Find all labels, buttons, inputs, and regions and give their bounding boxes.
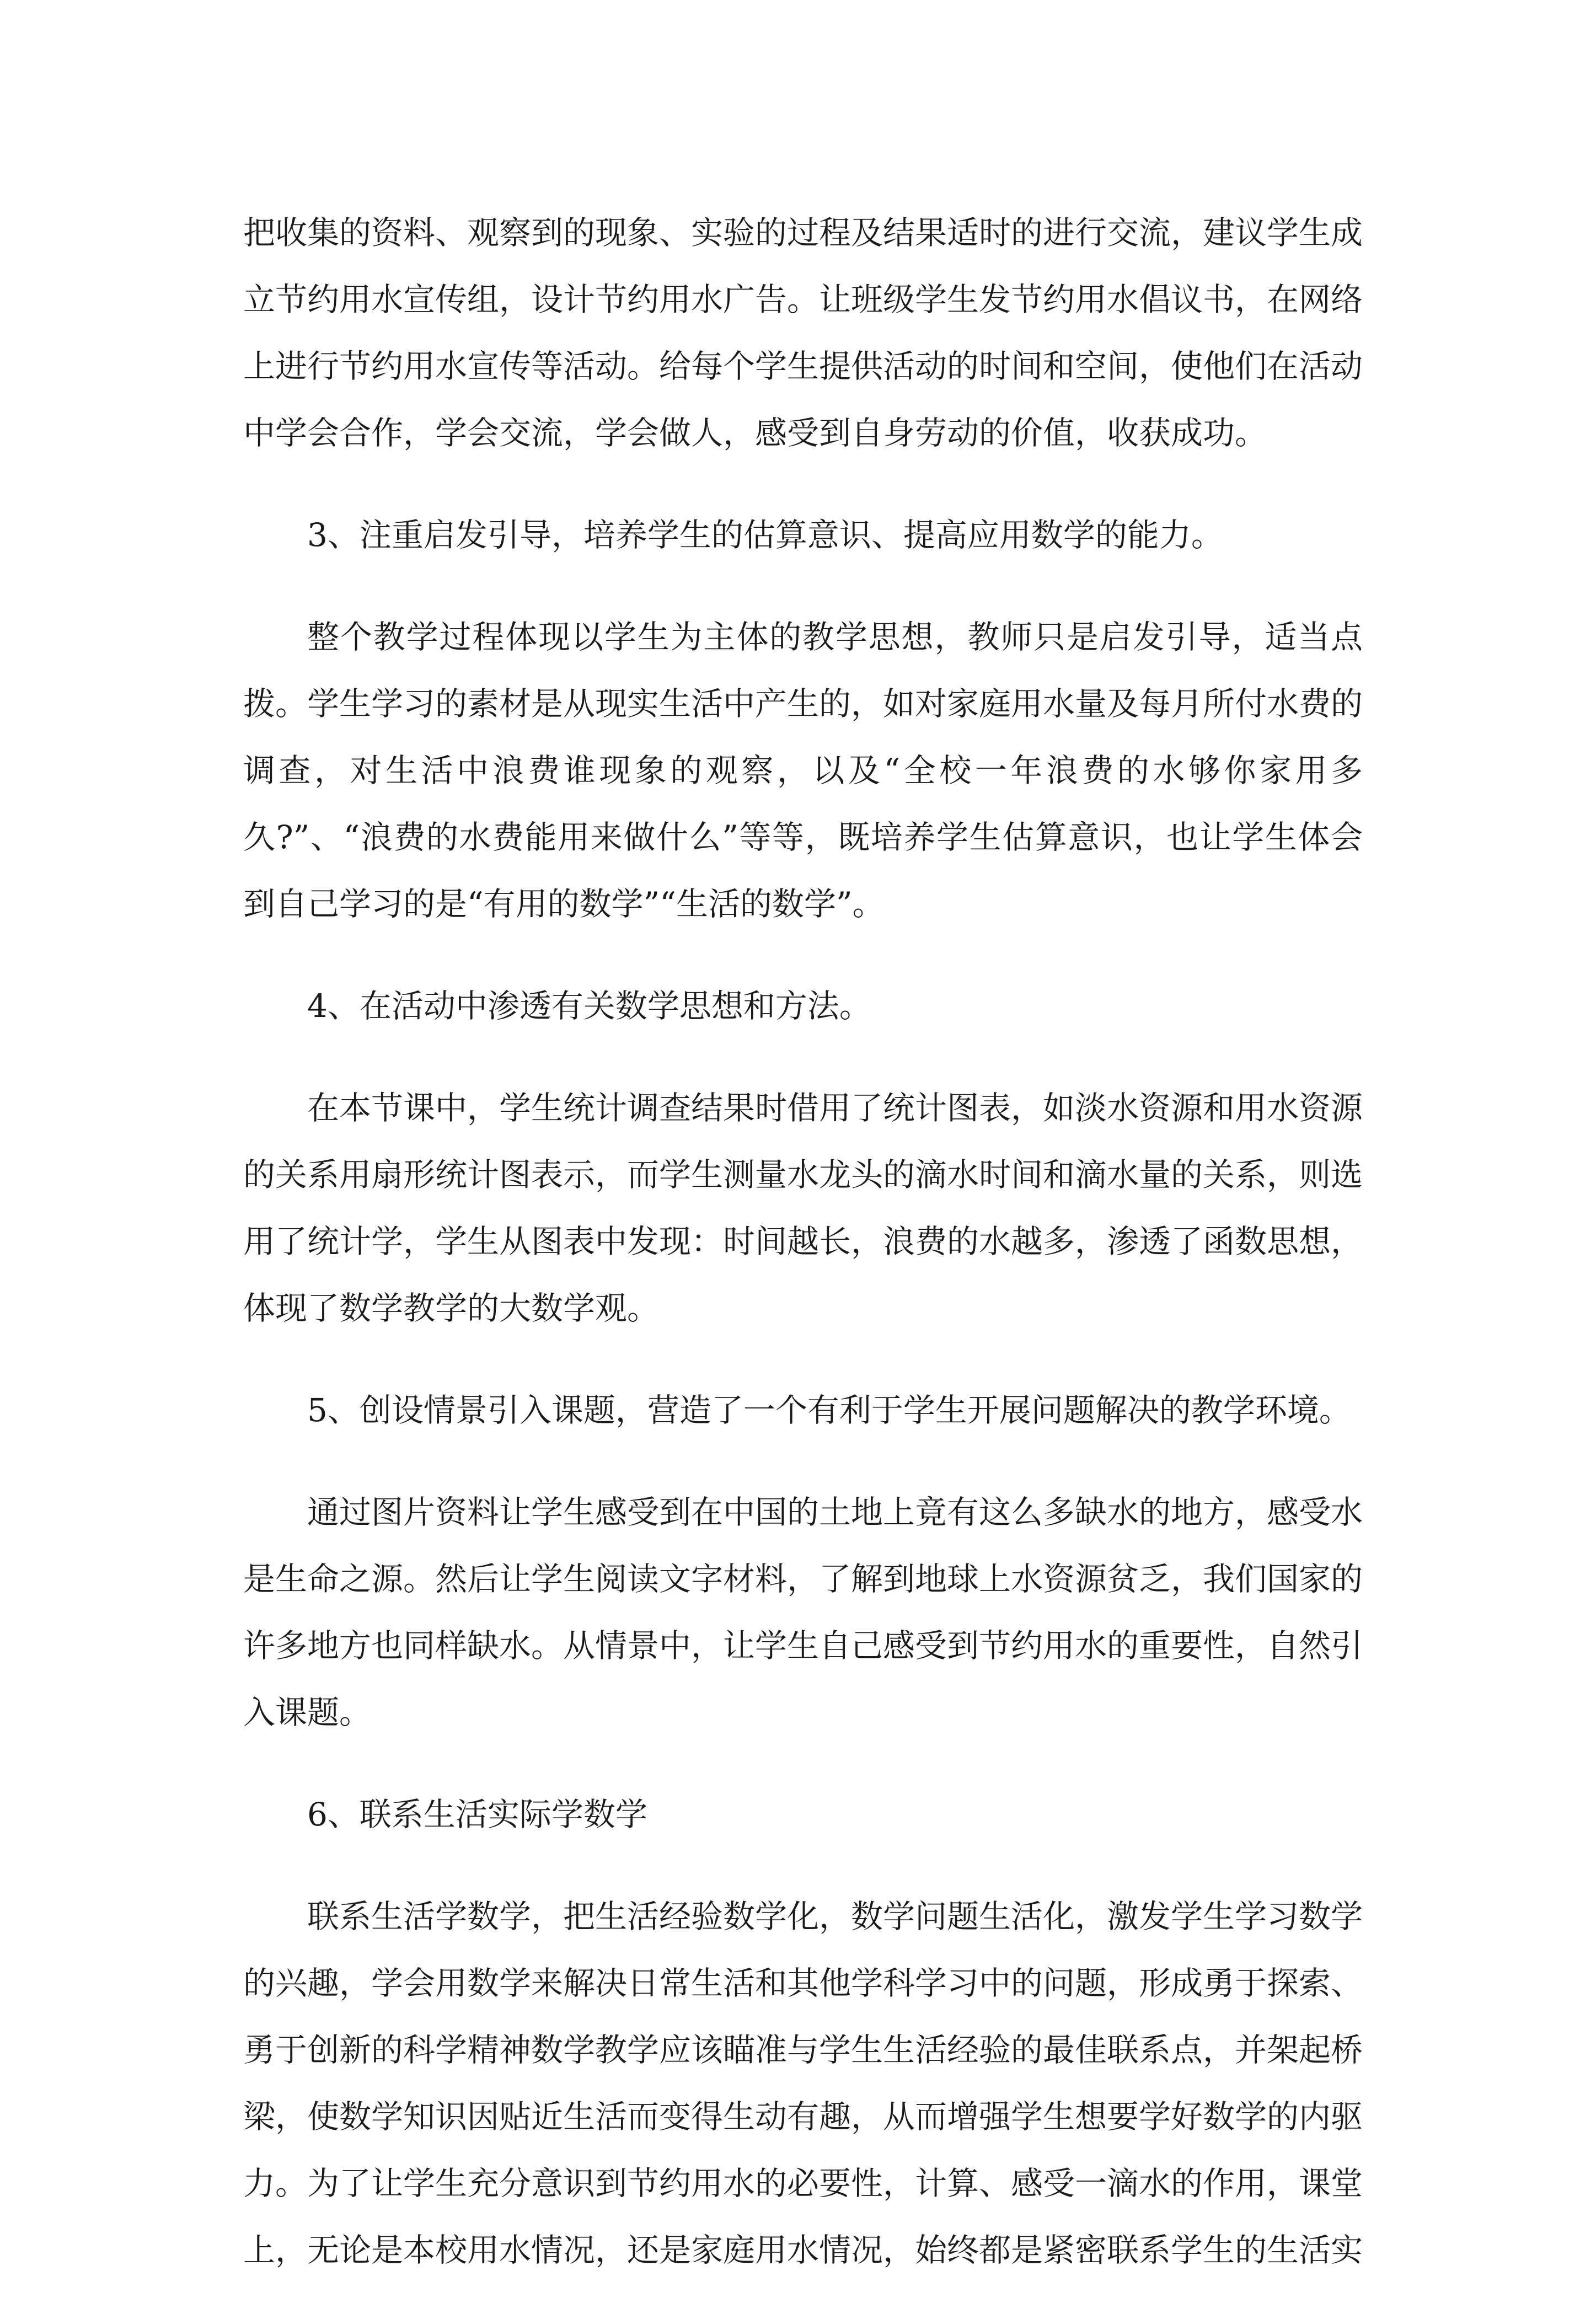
paragraph-section-3: 整个教学过程体现以学生为主体的教学思想，教师只是启发引导，适当点拨。学生学习的素材是从现实生活中产生的，如对家庭用水量及每月所付水费的调查，对生活中浪费谁现象的观察，以及“全校一年浪费的水够你家用多久?”、“浪费的水费能用来做什么”等等，既培养学生估算意识，也让学生体会到自己学习的是“有用的数学”“生活的数学”。 (243, 618, 1363, 923)
section-heading-6: 6、联系生活实际学数学 (307, 1796, 647, 1833)
section-heading-5: 5、创设情景引入课题，营造了一个有利于学生开展问题解决的教学环境。 (307, 1391, 1351, 1429)
paragraph-section-6: 联系生活学数学，把生活经验数学化，数学问题生活化，激发学生学习数学的兴趣，学会用数学来解决日常生活和其他学科学习中的问题，形成勇于探索、勇于创新的科学精神数学教学应该瞄准与学生生活经验的最佳联系点，并架起桥梁，使数学知识因贴近生活而变得生动有趣，从而增强学生想要学好数学的内驱力。为了让学生充分意识到节约用水的必要性，计算、感受一滴水的作用，课堂上，无论是本校用水情况，还是家庭用水情况，始终都是紧密联系学生的生活实 (243, 1898, 1363, 2269)
paragraph-intro: 把收集的资料、观察到的现象、实验的过程及结果适时的进行交流，建议学生成立节约用水宣传组，设计节约用水广告。让班级学生发节约用水倡议书，在网络上进行节约用水宣传等活动。给每个学生提供活动的时间和空间，使他们在活动中学会合作，学会交流，学会做人，感受到自身劳动的价值，收获成功。 (243, 214, 1363, 452)
section-heading-4: 4、在活动中渗透有关数学思想和方法。 (307, 987, 871, 1025)
document-body (243, 200, 1363, 2319)
paragraph-section-4: 在本节课中，学生统计调查结果时借用了统计图表，如淡水资源和用水资源的关系用扇形统计图表示，而学生测量水龙头的滴水时间和滴水量的关系，则选用了统计学，学生从图表中发现：时间越长，浪费的水越多，渗透了函数思想，体现了数学教学的大数学观。 (243, 1089, 1363, 1327)
paragraph-section-5: 通过图片资料让学生感受到在中国的土地上竟有这么多缺水的地方，感受水是生命之源。然后让学生阅读文字材料，了解到地球上水资源贫乏，我们国家的许多地方也同样缺水。从情景中，让学生自己感受到节约用水的重要性，自然引入课题。 (243, 1493, 1363, 1731)
section-heading-3: 3、注重启发引导，培养学生的估算意识、提高应用数学的能力。 (307, 516, 1223, 554)
